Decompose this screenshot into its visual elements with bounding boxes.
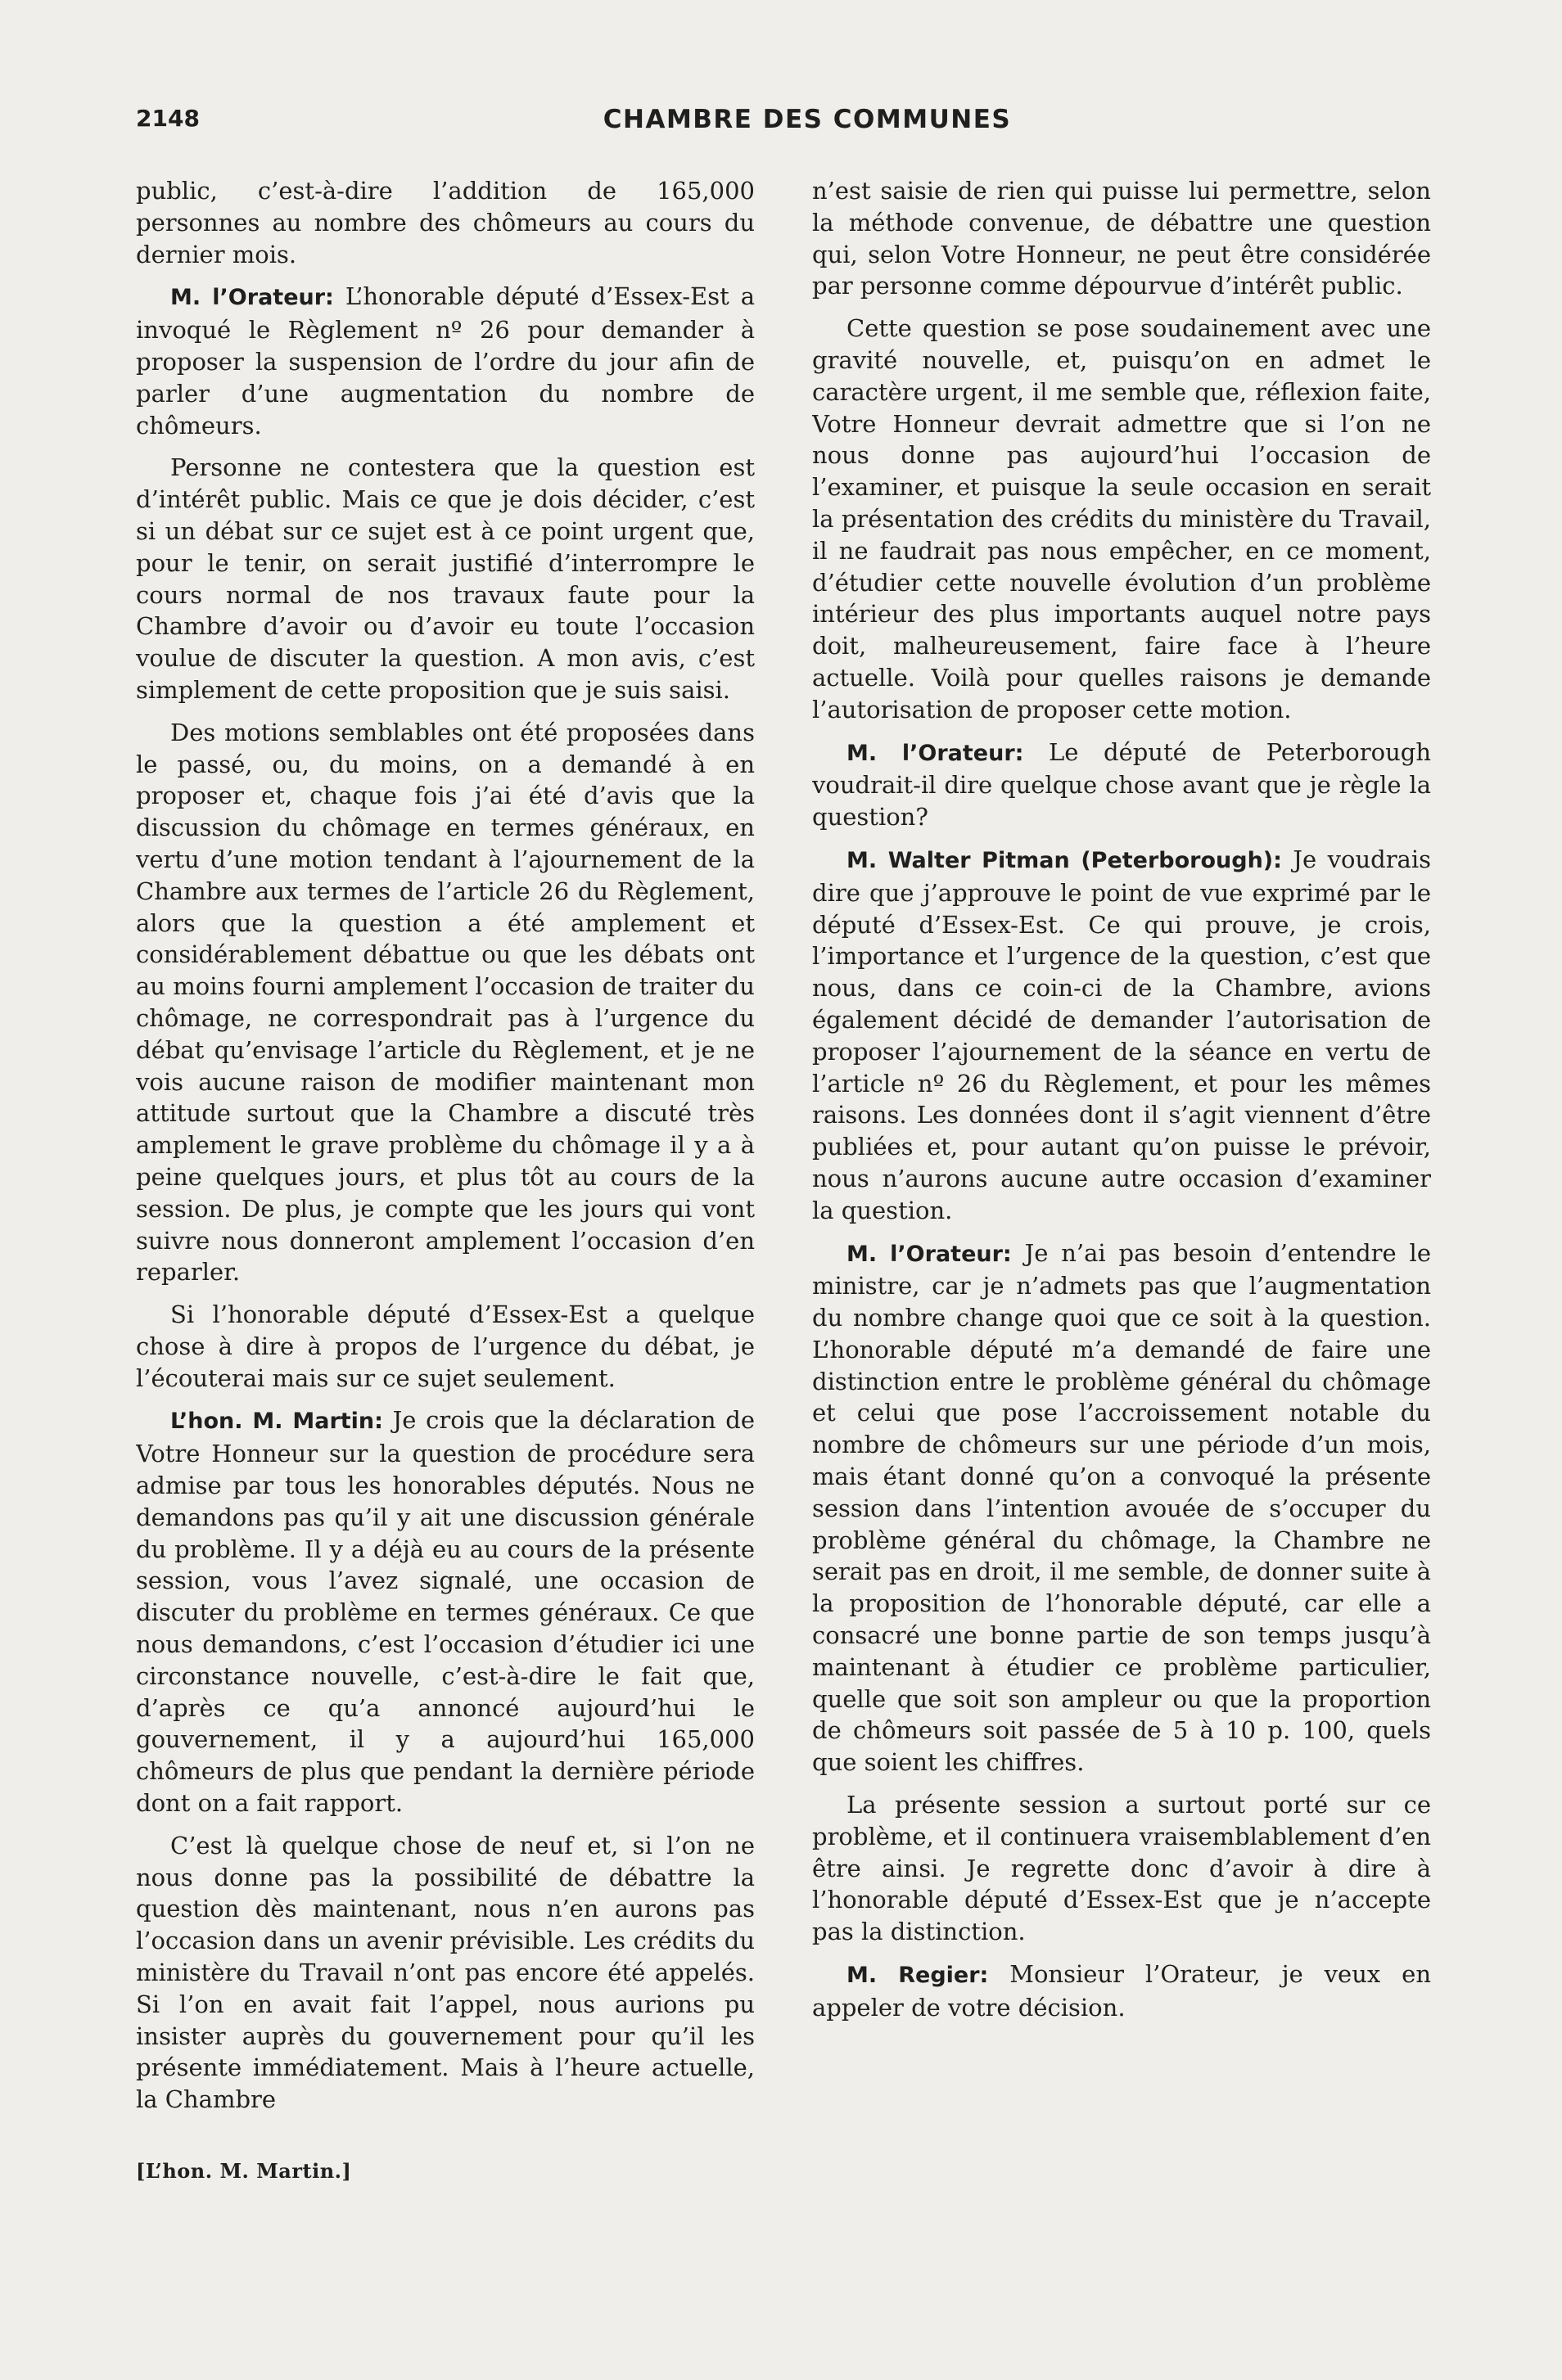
paragraph bbox=[136, 1299, 755, 1394]
paragraph bbox=[136, 175, 755, 270]
left-column bbox=[136, 175, 755, 2270]
page-header bbox=[136, 105, 1478, 154]
speaker-name: M. Walter Pitman (Peterborough): bbox=[846, 847, 1282, 873]
running-head: CHAMBRE DES COMMUNES bbox=[603, 105, 1012, 134]
paragraph-text: Si l’honorable député d’Essex-Est a quelque chose à dire à propos de l’urgence du débat, je l’écouterai mais sur ce sujet seulement. bbox=[136, 1300, 755, 1392]
paragraph bbox=[812, 737, 1431, 833]
paragraph bbox=[812, 1237, 1431, 1779]
page-number: 2148 bbox=[136, 105, 200, 132]
paragraph-text: Je n’ai pas besoin d’entendre le ministre, car je n’admets pas que l’augmentation du nombre change quoi que ce soit à la question. L’honorable député m’a demandé de faire une distinction entre le problème général du chômage et celui que pose l’accroissement notable du nombre de chômeurs sur une période d’un mois, mais étant donné qu’on a convoqué la présente session dans l’intention avouée de s’occuper du problème général du chômage, la Chambre ne serait pas en droit, il me semble, de donner suite à la proposition de l’honorable député, car elle a consacré une bonne partie de son temps jusqu’à maintenant à étudier ce problème particulier, quelle que soit son ampleur ou que la proportion de chômeurs soit passée de 5 à 10 p. 100, quels que soient les chiffres. bbox=[812, 1238, 1431, 1777]
paragraph-text: Le député de Peterborough voudrait-il dire quelque chose avant que je règle la question? bbox=[812, 737, 1431, 832]
paragraph-text: La présente session a surtout porté sur ce problème, et il continuera vraisemblablement d’en être ainsi. Je regrette donc d’avoir à dire à l’honorable député d’Essex-Est que je n’accepte pas la distinction. bbox=[812, 1791, 1431, 1946]
paragraph-text: public, c’est-à-dire l’addition de 165,000 personnes au nombre des chômeurs au cours du dernier mois. bbox=[136, 177, 755, 268]
paragraph bbox=[136, 1404, 755, 1819]
paragraph-text: Personne ne contestera que la question est d’intérêt public. Mais ce que je dois décider, c’est si un débat sur ce sujet est à ce point urgent que, pour le tenir, on serait justifié d’interrompre le cours normal de nos travaux faute pour la Chambre d’avoir ou d’avoir eu toute l’occasion voulue de discuter la question. A mon avis, c’est simplement de cette proposition que je suis saisi. bbox=[136, 453, 755, 704]
paragraph-text: L’honorable député d’Essex-Est a invoqué le Règlement nº 26 pour demander à proposer la suspension de l’ordre du jour afin de parler d’une augmentation du nombre de chômeurs. bbox=[136, 282, 755, 439]
paragraph bbox=[812, 313, 1431, 725]
paragraph bbox=[812, 1959, 1431, 2024]
paragraph-text: Des motions semblables ont été proposées dans le passé, ou, du moins, on a demandé à en proposer et, chaque fois j’ai été d’avis que la discussion du chômage en termes généraux, en vertu d’une motion tendant à l’ajournement de la Chambre aux termes de l’article 26 du Règlement, alors que la question a été amplement et considérablement débattue ou que les débats ont au moins fourni amplement l’occasion de traiter du chômage, ne correspondrait pas à l’urgence du débat qu’envisage l’article du Règlement, et je ne vois aucune raison de modifier maintenant mon attitude surtout que la Chambre a discuté très amplement le grave problème du chômage il y a à peine quelques jours, et plus tôt au cours de la session. De plus, je compte que les jours qui vont suivre nous donneront amplement l’occasion d’en reparler. bbox=[136, 718, 755, 1287]
speaker-name: M. l’Orateur: bbox=[846, 740, 1024, 766]
speaker-name: M. l’Orateur: bbox=[846, 1241, 1012, 1267]
paragraph bbox=[136, 452, 755, 705]
paragraph-text: Monsieur l’Orateur, je veux en appeler de votre décision. bbox=[812, 1960, 1431, 2022]
paragraph bbox=[812, 844, 1431, 1227]
paragraph bbox=[136, 281, 755, 441]
paragraph-text: Je crois que la déclaration de Votre Honneur sur la question de procédure sera admise par tous les honorables députés. Nous ne demandons pas qu’il y ait une discussion générale du problème. Il y a déjà eu au cours de la présente session, vous l’avez signalé, une occasion de discuter du problème en termes généraux. Ce que nous demandons, c’est l’occasion d’étudier ici une circonstance nouvelle, c’est-à-dire le fait que, d’après ce qu’a annoncé aujourd’hui le gouvernement, il y a aujourd’hui 165,000 chômeurs de plus que pendant la dernière période dont on a fait rapport. bbox=[136, 1406, 755, 1818]
speaker-name: L’hon. M. Martin: bbox=[170, 1409, 383, 1435]
paragraph bbox=[136, 717, 755, 1288]
paragraph-text: C’est là quelque chose de neuf et, si l’on ne nous donne pas la possibilité de débattre la question dès maintenant, nous n’en aurons pas l’occasion dans un avenir prévisible. Les crédits du ministère du Travail n’ont pas encore été appelés. Si l’on en avait fait l’appel, nous aurions pu insister auprès du gouvernement pour qu’il les présente immédiatement. Mais à l’heure actuelle, la Chambre bbox=[136, 1831, 755, 2114]
paragraph-text: Je voudrais dire que j’approuve le point de vue exprimé par le député d’Essex-Est. Ce qui prouve, je crois, l’importance et l’urgence de la question, c’est que nous, dans ce coin-ci de la Chambre, avions également décidé de demander l’autorisation de proposer l’ajournement de la séance en vertu de l’article nº 26 du Règlement, et pour les mêmes raisons. Les données dont il s’agit viennent d’être publiées et, pour autant qu’on puisse le prévoir, nous n’aurons aucune autre occasion d’examiner la question. bbox=[812, 845, 1431, 1224]
paragraph bbox=[136, 1830, 755, 2116]
footer-speaker-note: [L’hon. M. Martin.] bbox=[136, 2159, 352, 2183]
paragraph bbox=[812, 175, 1431, 302]
paragraph-text: n’est saisie de rien qui puisse lui permettre, selon la méthode convenue, de débattre une question qui, selon Votre Honneur, ne peut être considérée par personne comme dépourvue d’intérêt public. bbox=[812, 177, 1431, 300]
right-column bbox=[812, 175, 1431, 2270]
speaker-name: M. Regier: bbox=[846, 1963, 989, 1989]
paragraph-text: Cette question se pose soudainement avec une gravité nouvelle, et, puisqu’on en admet le caractère urgent, il me semble que, réflexion faite, Votre Honneur devrait admettre que si l’on ne nous donne pas aujourd’hui l’occasion de l’examiner, et puisque la seule occasion en serait la présentation des crédits du ministère du Travail, il ne faudrait pas nous empêcher, en ce moment, d’étudier cette nouvelle évolution d’un problème intérieur des plus importants auquel notre pays doit, malheureusement, faire face à l’heure actuelle. Voilà pour quelles raisons je demande l’autorisation de proposer cette motion. bbox=[812, 314, 1431, 723]
paragraph bbox=[812, 1789, 1431, 1948]
speaker-name: M. l’Orateur: bbox=[170, 285, 334, 311]
